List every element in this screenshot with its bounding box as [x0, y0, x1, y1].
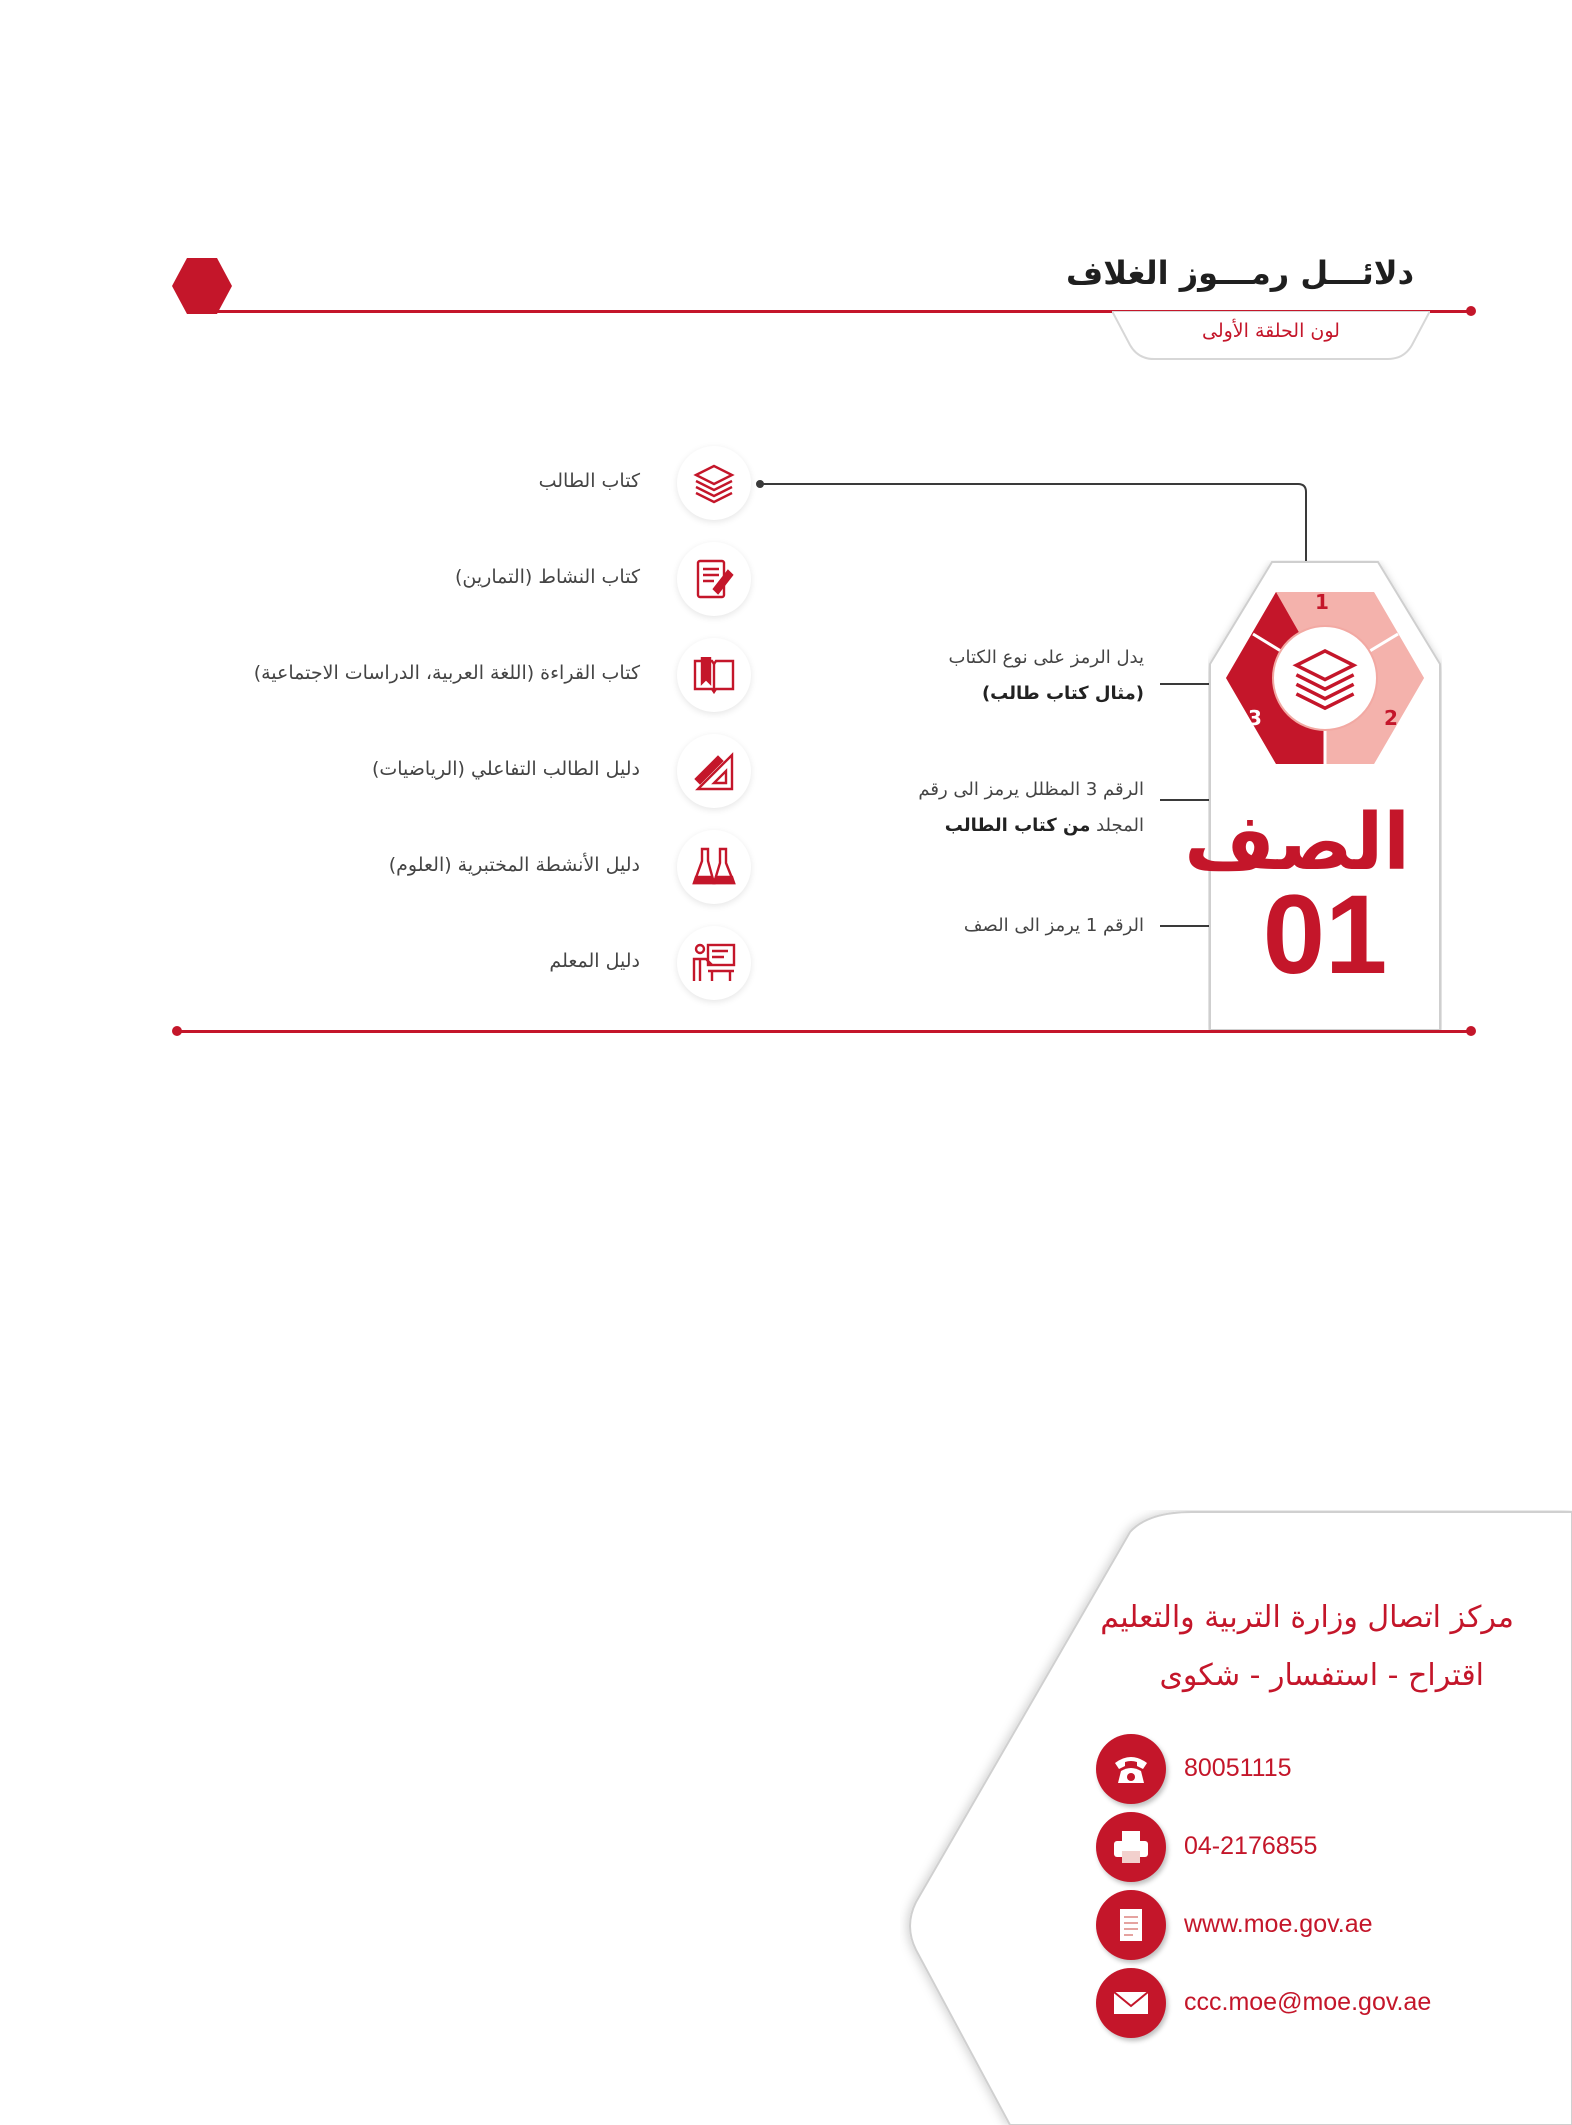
legend-label-student-book: كتاب الطالب — [538, 470, 640, 492]
contact-phone-text[interactable]: 80051115 — [1184, 1754, 1292, 1782]
note-volume-line1: الرقم 3 المظلل يرمز الى رقم — [918, 779, 1144, 800]
contact-fax[interactable] — [1096, 1812, 1516, 1884]
note-book-type-line2: (مثال كتاب طالب) — [981, 683, 1144, 704]
emblem-books-icon — [1290, 643, 1360, 713]
bottom-rule-end-dot — [1466, 1026, 1476, 1036]
web-page-icon — [1096, 1890, 1166, 1960]
contact-fax-text[interactable]: 04-2176855 — [1184, 1832, 1318, 1860]
note-grade: الرقم 1 يرمز الى الصف — [963, 915, 1144, 936]
bottom-rule — [178, 1030, 1472, 1033]
note-volume-prefix: المجلد — [1096, 815, 1144, 836]
legend-label-interactive-guide: دليل الطالب التفاعلي (الرياضيات) — [371, 758, 640, 780]
emblem-segment-2: 2 — [1384, 706, 1398, 730]
note-volume-bold: من كتاب الطالب — [944, 815, 1091, 836]
grade-word: الصف — [1184, 798, 1410, 888]
note-volume — [918, 772, 1144, 844]
legend-label-teacher-guide: دليل المعلم — [549, 950, 640, 972]
fax-icon — [1096, 1812, 1166, 1882]
emblem-segment-3: 3 — [1248, 706, 1262, 730]
contact-email-text[interactable]: ccc.moe@moe.gov.ae — [1184, 1988, 1432, 2016]
contact-subtitle: اقتراح - استفسار - شكوى — [1159, 1658, 1484, 1693]
emblem-segment-1: 1 — [1315, 590, 1329, 614]
contact-website[interactable] — [1096, 1890, 1516, 1962]
contact-email[interactable] — [1096, 1968, 1516, 2040]
note-book-type — [949, 640, 1144, 712]
note-volume-line2 — [918, 808, 1144, 844]
contact-website-text[interactable]: www.moe.gov.ae — [1184, 1910, 1373, 1938]
contact-title: مركز اتصال وزارة التربية والتعليم — [1100, 1600, 1514, 1635]
envelope-icon — [1096, 1968, 1166, 2038]
note-book-type-line1: يدل الرمز على نوع الكتاب — [948, 647, 1144, 668]
grade-number: 01 — [1262, 872, 1388, 997]
contact-phone[interactable] — [1096, 1734, 1516, 1806]
subtitle-tab-label: لون الحلقة الأولى — [1202, 320, 1340, 342]
legend-label-reading-book: كتاب القراءة (اللغة العربية، الدراسات الاجتماعية) — [253, 662, 640, 684]
telephone-icon — [1096, 1734, 1166, 1804]
page-title: دلائـــل رمـــوز الغلاف — [1066, 254, 1414, 292]
legend-label-activity-book: كتاب النشاط (التمارين) — [455, 566, 640, 588]
legend-label-lab-guide: دليل الأنشطة المختبرية (العلوم) — [388, 854, 640, 876]
